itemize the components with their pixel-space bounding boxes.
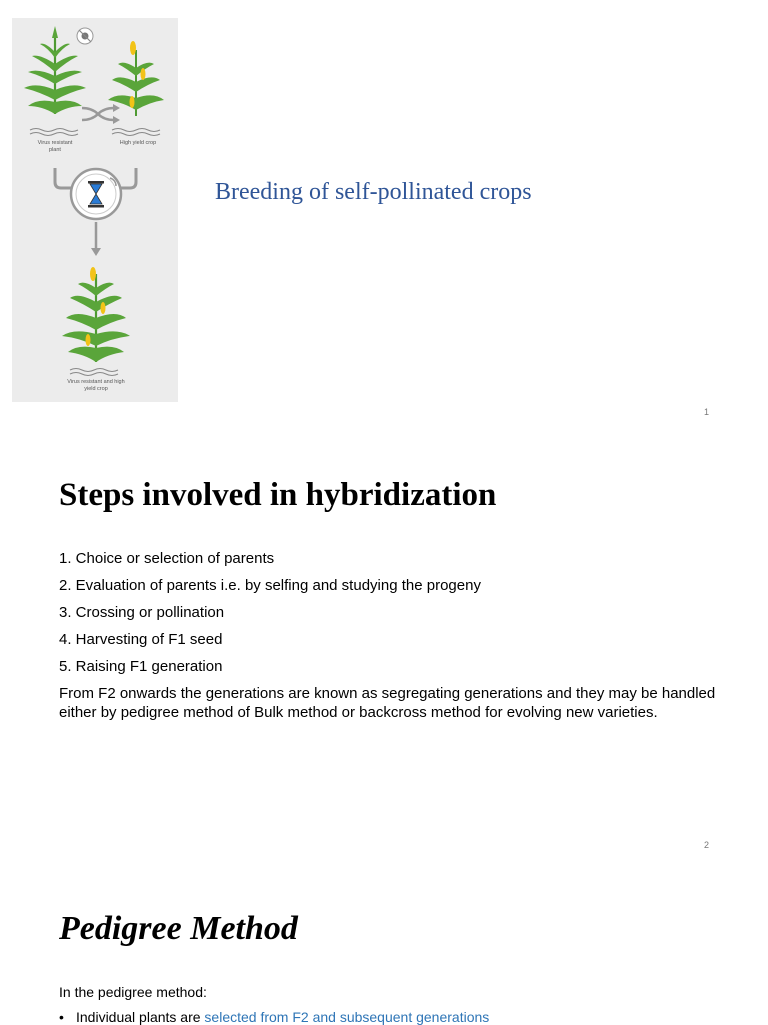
list-item: 5. Raising F1 generation: [59, 658, 223, 675]
breeding-illustration: [12, 18, 178, 402]
caption-virus-resistant: Virus resistant plant: [37, 140, 73, 153]
slide-heading: Steps involved in hybridization: [59, 477, 497, 513]
virus-icon: [77, 28, 93, 44]
list-item: 2. Evaluation of parents i.e. by selfing and studying the progeny: [59, 577, 481, 594]
body-paragraph: From F2 onwards the generations are known as segregating generations and they may be handled either by pedigree method of Bulk method or backcross method for evolving new varieties.: [59, 685, 716, 721]
list-item: 1. Choice or selection of parents: [59, 550, 275, 567]
hourglass-icon: [71, 169, 121, 219]
list-item: 4. Harvesting of F1 seed: [59, 631, 223, 648]
caption-combined: Virus resistant and high yield crop: [67, 379, 125, 392]
bullet-text: Individual plants are: [76, 1009, 205, 1025]
high-yield-plant-icon: [108, 41, 164, 116]
plant-diagram: [12, 18, 178, 402]
intro-text: In the pedigree method:: [59, 984, 207, 1000]
combined-plant-icon: [62, 267, 130, 362]
list-item: 3. Crossing or pollination: [59, 604, 225, 621]
highlighted-text: selected from F2 and subsequent generations: [204, 1009, 490, 1025]
virus-resistant-plant-icon: [24, 26, 86, 114]
steps-list: [59, 549, 719, 722]
list-item: [59, 1009, 489, 1025]
bullet-icon: •: [59, 1009, 64, 1025]
slide-1: [0, 0, 768, 432]
caption-high-yield: High yield crop: [119, 140, 157, 146]
slide-3: [0, 864, 768, 1024]
slide-title: Breeding of self-pollinated crops: [215, 179, 532, 205]
page-number: 1: [703, 407, 709, 417]
page-number: 2: [703, 840, 709, 850]
cross-arrows-icon: [82, 108, 114, 120]
slide-2: [0, 432, 768, 864]
down-arrow-icon: [91, 222, 101, 256]
slide-heading: Pedigree Method: [59, 910, 298, 947]
